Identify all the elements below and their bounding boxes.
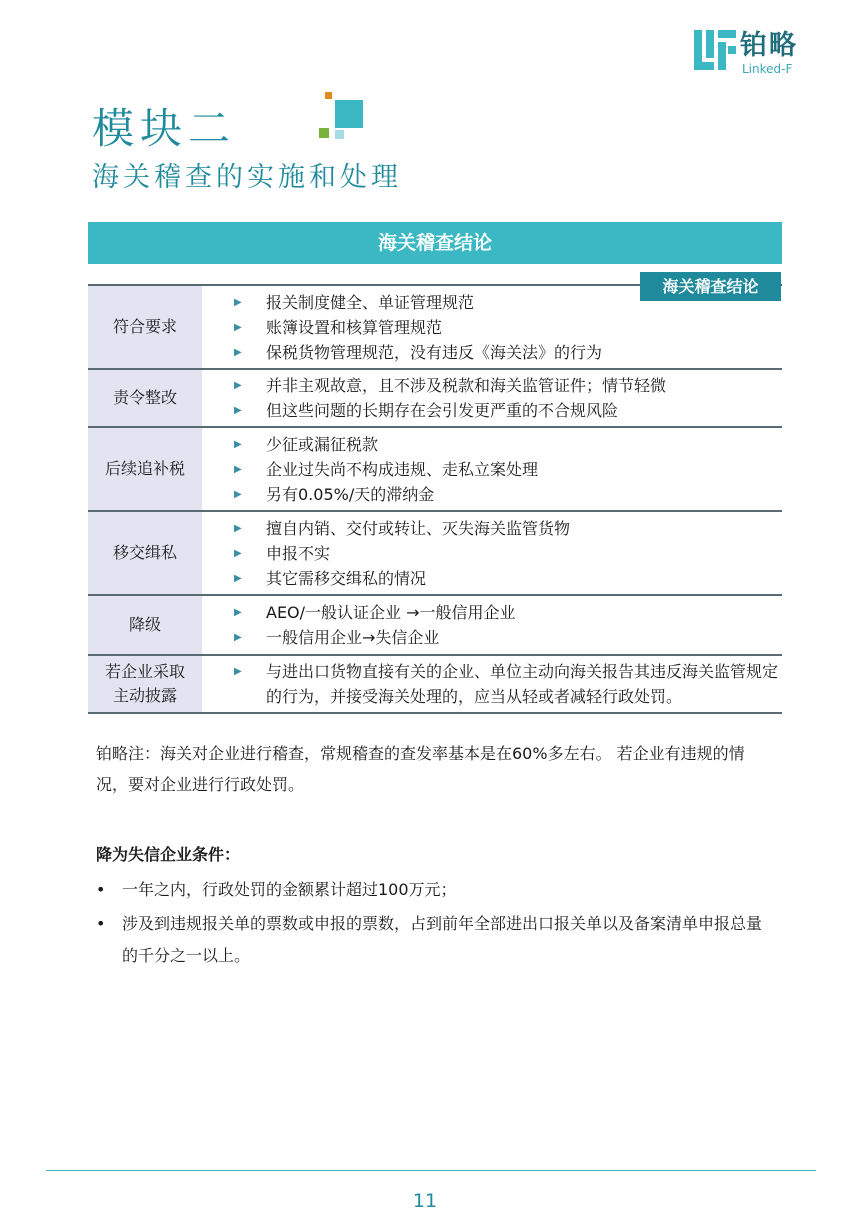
item-text: 涉及到违规报关单的票数或申报的票数，占到前年全部进出口报关单以及备案清单申报总量的千分之一以上。 (122, 914, 763, 965)
list-item (230, 315, 782, 340)
row-label: 符合要求 (88, 286, 202, 368)
list-item (230, 600, 782, 625)
dot-icon: • (96, 880, 106, 899)
brand-logo (694, 30, 814, 74)
list-item (230, 432, 782, 457)
decor-square-teal (335, 100, 363, 128)
row-label: 后续追补税 (88, 428, 202, 510)
triangle-right-icon: ▶ (234, 548, 242, 559)
triangle-right-icon: ▶ (234, 666, 242, 677)
note-paragraph: 铂略注：海关对企业进行稽查，常规稽查的查发率基本是在60%多左右。 若企业有违规的情况，要对企业进行行政处罚。 (96, 744, 745, 794)
list-item (230, 457, 782, 482)
list-item (230, 482, 782, 507)
triangle-right-icon: ▶ (234, 607, 242, 618)
list-item (230, 566, 782, 591)
conditions-title: 降为失信企业条件： (96, 845, 241, 864)
dot-icon: • (96, 914, 106, 933)
triangle-right-icon: ▶ (234, 405, 242, 416)
item-text: 其它需移交缉私的情况 (266, 569, 427, 588)
item-text: 申报不实 (266, 544, 331, 563)
row-label: 若企业采取主动披露 (88, 656, 202, 712)
triangle-right-icon: ▶ (234, 297, 242, 308)
conclusion-table (88, 284, 782, 714)
triangle-right-icon: ▶ (234, 632, 242, 643)
table-row (88, 656, 782, 714)
row-items (202, 512, 782, 594)
item-text: 与进出口货物直接有关的企业、单位主动向海关报告其违反海关监管规定的行为，并接受海关处理的，应当从轻或者减轻行政处罚。 (266, 662, 779, 706)
table-row (88, 428, 782, 512)
item-text: 但这些问题的长期存在会引发更严重的不合规风险 (266, 401, 619, 420)
list-item (230, 398, 782, 423)
item-text: AEO/一般认证企业 →一般信用企业 (266, 603, 516, 622)
list-item (230, 373, 782, 398)
row-items (202, 428, 782, 510)
list-item (230, 340, 782, 365)
row-label: 责令整改 (88, 370, 202, 426)
conditions-list (96, 874, 768, 974)
row-label: 移交缉私 (88, 512, 202, 594)
item-text: 并非主观故意，且不涉及税款和海关监管证件；情节轻微 (266, 376, 667, 395)
logo-text-cn: 铂略 (740, 30, 798, 61)
triangle-right-icon: ▶ (234, 380, 242, 391)
logo-text-en: Linked-F (742, 62, 793, 76)
list-item (230, 659, 782, 709)
module-title: 模块二 (92, 104, 237, 153)
triangle-right-icon: ▶ (234, 347, 242, 358)
row-items (202, 370, 782, 426)
list-item (96, 908, 768, 972)
list-item (230, 516, 782, 541)
footer-divider (46, 1170, 816, 1171)
item-text: 保税货物管理规范，没有违反《海关法》的行为 (266, 343, 603, 362)
item-text: 擅自内销、交付或转让、灭失海关监管货物 (266, 519, 571, 538)
item-text: 另有0.05%/天的滞纳金 (266, 485, 435, 504)
triangle-right-icon: ▶ (234, 322, 242, 333)
row-label: 降级 (88, 596, 202, 654)
section-tag: 海关稽查结论 (640, 272, 781, 301)
row-items (202, 656, 782, 712)
list-item (96, 874, 768, 906)
row-items (202, 596, 782, 654)
table-row (88, 596, 782, 656)
decor-square-orange (325, 92, 332, 99)
triangle-right-icon: ▶ (234, 439, 242, 450)
triangle-right-icon: ▶ (234, 523, 242, 534)
module-subtitle: 海关稽查的实施和处理 (92, 162, 402, 193)
list-item (230, 541, 782, 566)
section-banner: 海关稽查结论 (88, 222, 782, 264)
decor-square-light (335, 130, 344, 139)
table-row (88, 370, 782, 428)
triangle-right-icon: ▶ (234, 573, 242, 584)
decor-square-green (319, 128, 329, 138)
list-item (230, 625, 782, 650)
triangle-right-icon: ▶ (234, 464, 242, 475)
item-text: 报关制度健全、单证管理规范 (266, 293, 475, 312)
triangle-right-icon: ▶ (234, 489, 242, 500)
item-text: 企业过失尚不构成违规、走私立案处理 (266, 460, 539, 479)
item-text: 少征或漏征税款 (266, 435, 379, 454)
item-text: 一年之内，行政处罚的金额累计超过100万元； (122, 880, 457, 899)
page-number: 11 (412, 1190, 438, 1212)
logo-mark-icon (694, 30, 736, 70)
table-row (88, 512, 782, 596)
item-text: 一般信用企业→失信企业 (266, 628, 440, 647)
item-text: 账簿设置和核算管理规范 (266, 318, 443, 337)
